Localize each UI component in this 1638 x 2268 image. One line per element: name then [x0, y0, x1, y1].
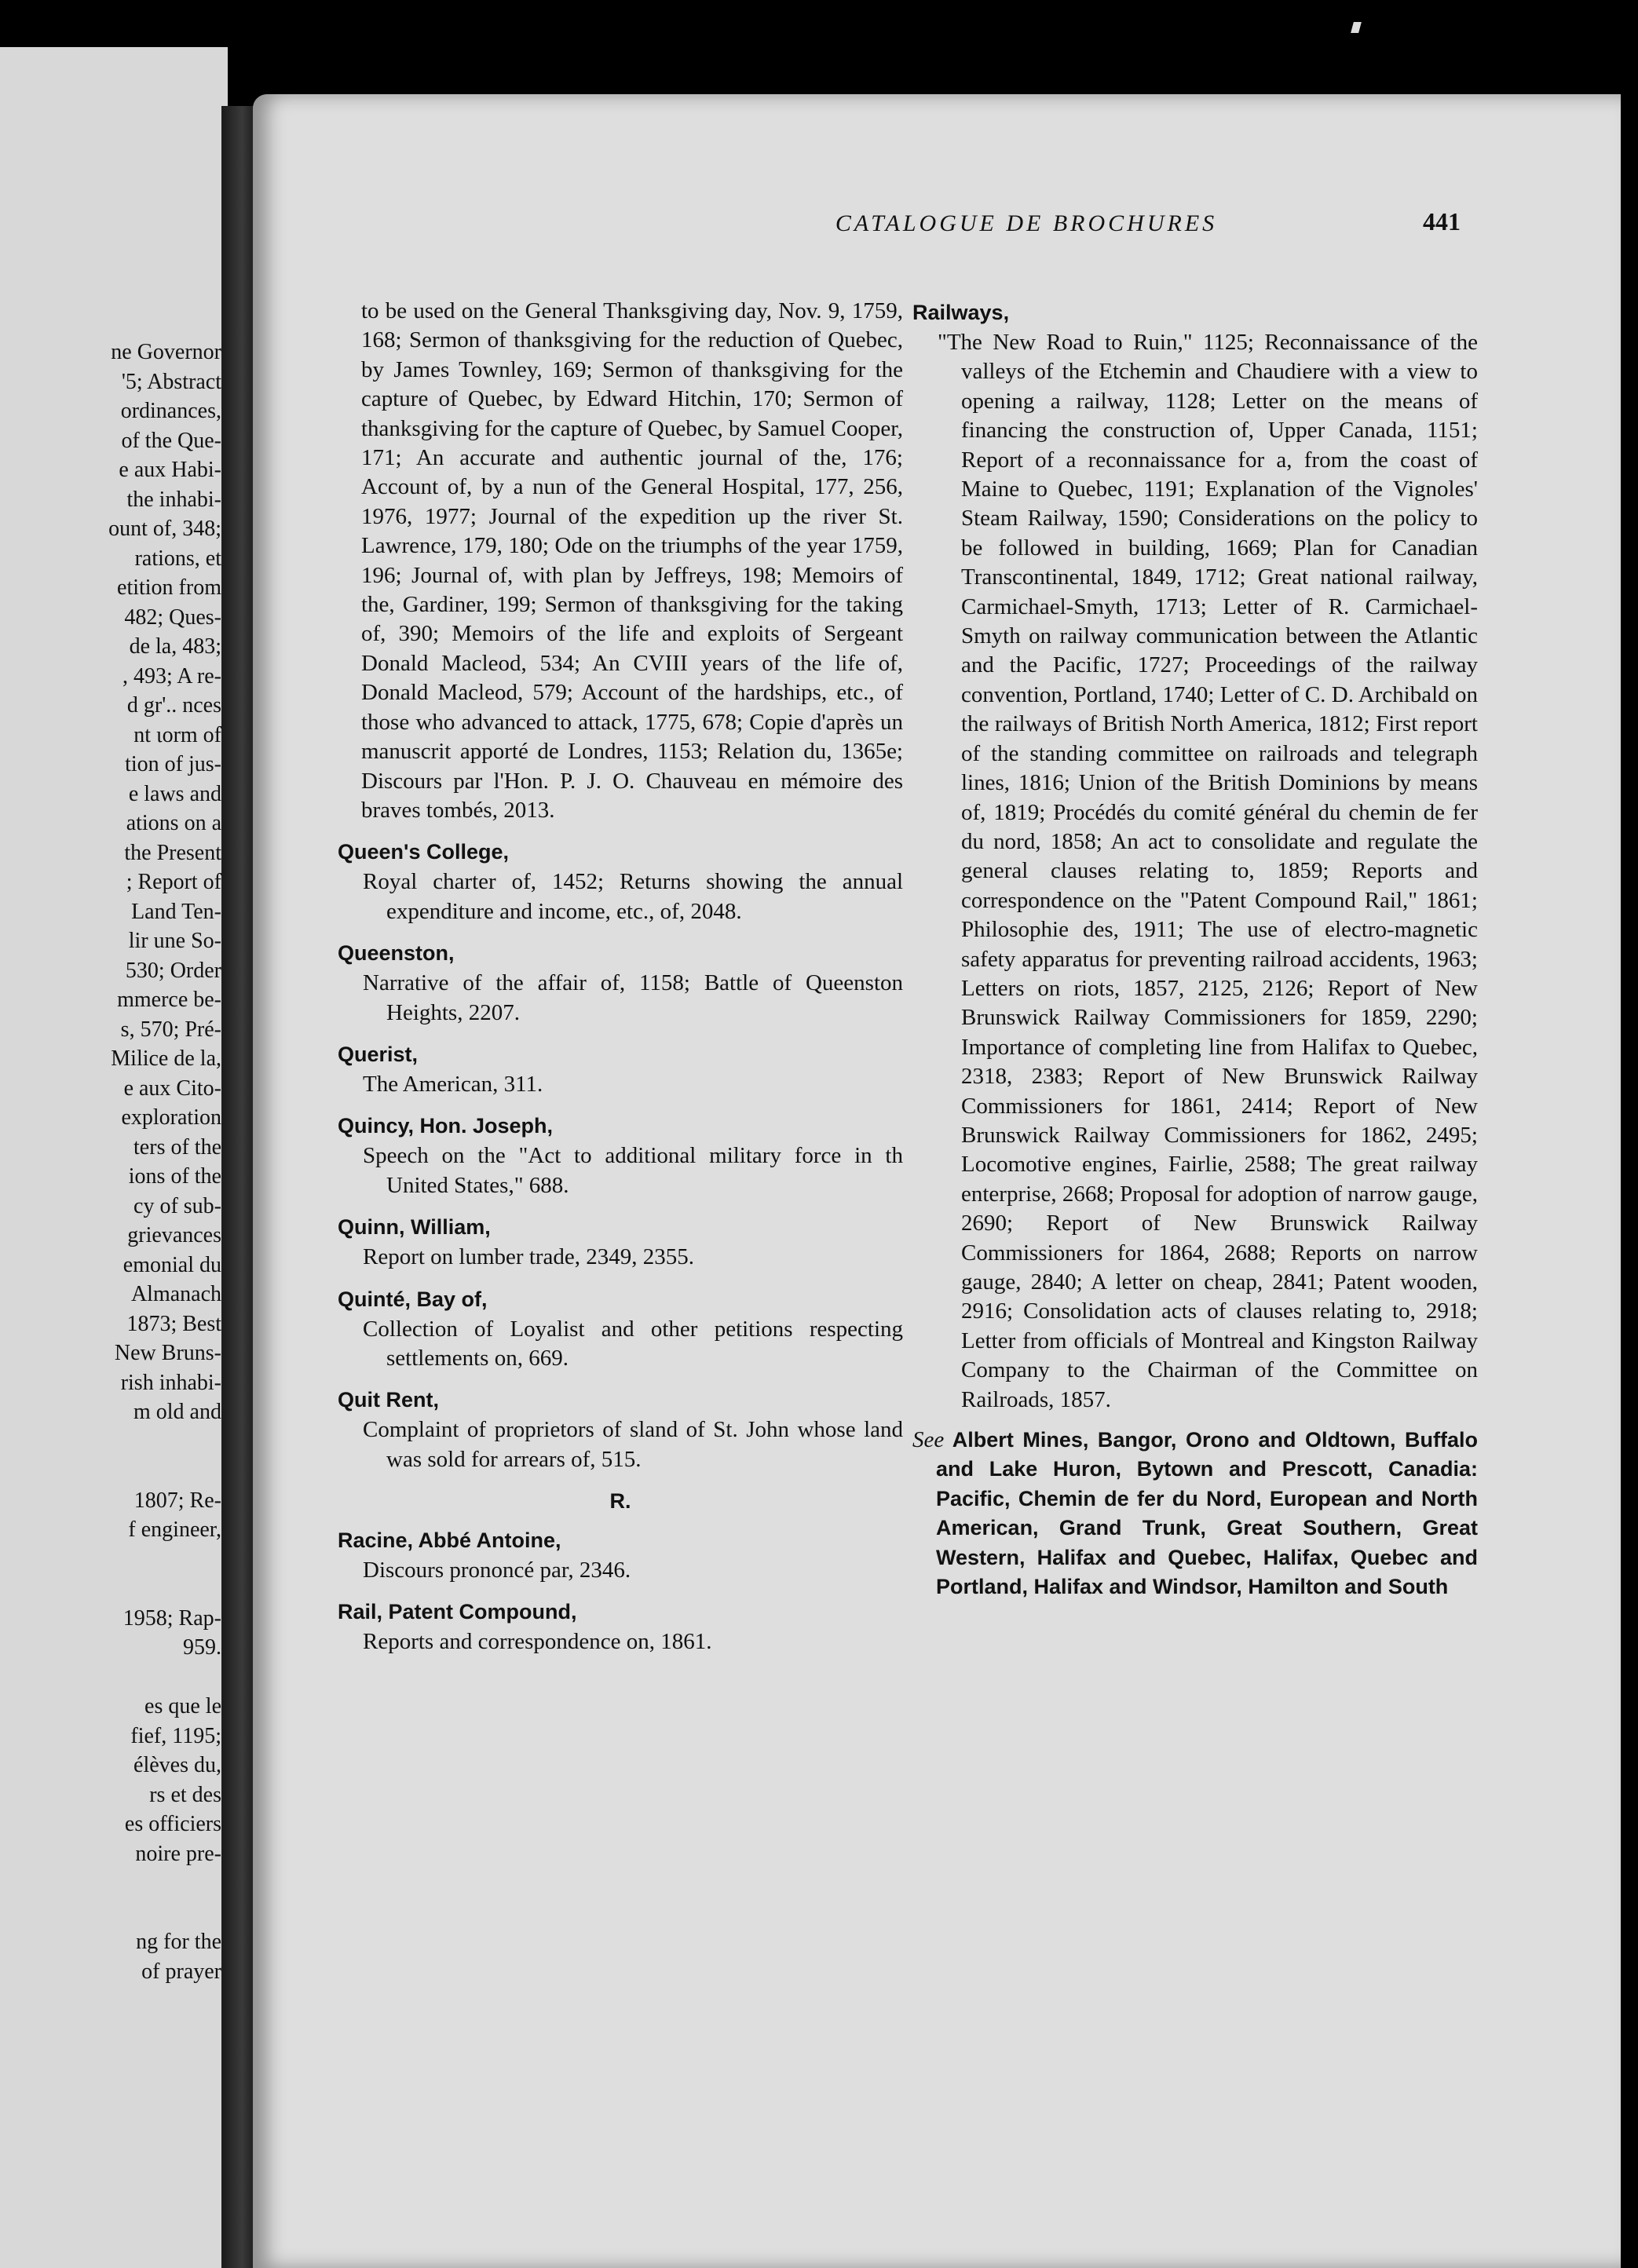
entry-heading: Rail, Patent Compound,: [338, 1600, 577, 1623]
entry-heading: Querist,: [338, 1042, 419, 1066]
previous-page-line: ne Governor: [111, 340, 221, 364]
entry-heading: Quinté, Bay of,: [338, 1287, 488, 1311]
previous-page-line: [0, 1545, 221, 1575]
index-entry: [338, 1039, 903, 1099]
previous-page-line: '5; Abstract: [121, 369, 221, 394]
index-entry: [338, 937, 903, 1028]
entry-text: Complaint of proprietors of sland of St. John whose land was sold for arrears of, 515.: [363, 1417, 903, 1472]
see-label: See: [912, 1427, 945, 1453]
page: [253, 94, 1621, 2268]
previous-page-line: [0, 1427, 221, 1457]
previous-page-line: ordinances,: [120, 399, 221, 423]
previous-page-line: élèves du,: [133, 1753, 221, 1777]
railways-entry-text: "The New Road to Ruin," 1125; Reconnaissance of the valleys of the Etchemin and Chaudiere with a view to opening a railway, 1128; Letter on the means of financing the construction of, Upper Canada, 1151; Report of a reconnaissance for a, from the coast of Maine to Quebec, 1191; Explanation of the Vignoles' Steam Railway, 1590; Considerations on the policy to be followed in building, 1669; Plan for Canadian Transcontinental, 1849, 1712; Great national railway, Carmichael-Smyth, 1713; Letter of R. Carmichael-Smyth on railway communication between the Atlantic and the Pacific, 1727; Proceedings of the railway convention, Portland, 1740; Letter of C. D. Archibald on the railways of British North America, 1812; First report of the standing committee on railroads and telegraph lines, 1816; Union of the British Dominions by means of, 1819; Procédés du comité général du chemin de fer du nord, 1858; An act to consolidate and regulate the general clauses relating to, 1859; Reports and correspondence on the "Patent Compound Rail," 1861; Philosophie des, 1911; The use of electro-magnetic safety apparatus for preventing railroad accidents, 1963; Letters on riots, 1857, 2125, 2126; Report of New Brunswick Railway Commissioners for 1859, 2290; Importance of completing line from Halifax to Quebec, 2318, 2383; Report of New Brunswick Railway Commissioners for 1861, 2414; Report of New Brunswick Railway Commissioners for 1862, 2495; Locomotive engines, Fairlie, 2588; The great railway enterprise, 2668; Proposal for adoption of narrow gauge, 2690; Report of New Brunswick Railway Commissioners for 1864, 2688; Reports on narrow gauge, 2840; A letter on cheap, 2841; Patent wooden, 2916; Consolidation acts of clauses relating to, 2918; Letter from officials of Montreal and Kingston Railway Company to the Chairman of the Committee on Railroads, 1857.: [938, 330, 1478, 1412]
previous-page-line: es officiers: [124, 1812, 221, 1836]
entry-text: Collection of Loyalist and other petitions respecting settlements on, 669.: [363, 1316, 903, 1371]
previous-page-line: e aux Habi-: [119, 458, 221, 482]
previous-page-line: ount of, 348;: [108, 517, 221, 541]
previous-page-line: 1873; Best: [126, 1311, 221, 1336]
see-also: [912, 1426, 1478, 1601]
entry-text: Reports and correspondence on, 1861.: [363, 1629, 712, 1654]
entry-heading: Racine, Abbé Antoine,: [338, 1528, 561, 1552]
previous-page-line: [0, 1898, 221, 1928]
previous-page-line: tion of jus-: [125, 752, 221, 776]
entry-text: Discours prononcé par, 2346.: [363, 1557, 631, 1583]
previous-page-line: d gr'.. nces: [126, 693, 221, 718]
entry-text: Royal charter of, 1452; Returns showing the annual expenditure and income, etc., of, 2048.: [363, 869, 903, 924]
previous-page-line: 959.: [183, 1635, 221, 1660]
previous-page-line: New Bruns-: [114, 1341, 221, 1365]
running-head: CATALOGUE DE BROCHURES: [835, 210, 1218, 236]
quebec-entry-continuation: to be used on the General Thanksgiving day, Nov. 9, 1759, 168; Sermon of thanksgiving for the reduction of Quebec, by James Townley, 169; Sermon of thanksgiving for the capture of Quebec, by Edward Hitchin, 170; Sermon of thanksgiving for the capture of Quebec, by Samuel Cooper, 171; An accurate and authentic journal of the, 176; Account of, by a nun of the General Hospital, 177, 256, 1976, 1977; Journal of the expedition up the river St. Lawrence, 179, 180; Ode on the triumphs of the year 1759, 196; Journal of, with plan by Jeffreys, 198; Memoirs of the, Gardiner, 199; Sermon of thanksgiving for the taking of, 390; Memoirs of the life and exploits of Sergeant Donald Macleod, 534; An CVIII years of the life of, Donald Macleod, 579; Account of the hardships, etc., of those who advanced to attack, 1775, 678; Copie d'après un manuscrit apporté de Londres, 1153; Relation du, 1365e; Discours par l'Hon. P. J. O. Chauveau en mémoire des braves tombés, 2013.: [361, 298, 903, 823]
index-entry: [338, 1110, 903, 1200]
entry-text: Report on lumber trade, 2349, 2355.: [363, 1244, 695, 1270]
previous-page-line: lir une So-: [128, 929, 221, 953]
index-entry: [338, 1211, 903, 1272]
right-column: [912, 297, 1478, 1601]
entry-heading: Quit Rent,: [338, 1388, 439, 1412]
previous-page-line: ; Report of: [126, 870, 221, 894]
page-number: 441: [1423, 207, 1461, 236]
entry-heading: Quincy, Hon. Joseph,: [338, 1114, 554, 1138]
previous-page-line: ations on a: [126, 811, 221, 835]
previous-page-line: grievances: [127, 1223, 221, 1247]
r-entries: [338, 1525, 903, 1657]
previous-page-line: fief, 1195;: [130, 1723, 221, 1748]
previous-page-line: the inhabi-: [126, 487, 221, 512]
previous-page-line: ng for the: [136, 1930, 221, 1954]
previous-page-line: rish inhabi-: [120, 1370, 221, 1395]
previous-page-line: , 493; A re-: [122, 663, 221, 688]
previous-page-line: of the Que-: [121, 428, 221, 453]
entry-text: Speech on the "Act to additional military force in th United States," 688.: [363, 1143, 903, 1198]
previous-page-line: noire pre-: [135, 1841, 221, 1866]
previous-page-strip: [0, 47, 228, 2268]
index-entry: [338, 1525, 903, 1585]
previous-page-line: [0, 1574, 221, 1604]
entry-heading: Queen's College,: [338, 840, 509, 864]
previous-page-line: [0, 1456, 221, 1486]
index-entry: [338, 1284, 903, 1374]
corner-mark: [1351, 22, 1362, 33]
previous-page-line: f engineer,: [128, 1517, 221, 1542]
previous-page-line: Almanach: [130, 1282, 221, 1306]
previous-page-line: mmerce be-: [117, 988, 221, 1012]
previous-page-line: m old and: [133, 1400, 221, 1424]
previous-page-line: 482; Ques-: [124, 604, 221, 630]
previous-page-line: exploration: [121, 1105, 221, 1130]
previous-page-line: es que le: [144, 1694, 221, 1718]
index-entry: [338, 1596, 903, 1656]
see-also-text: Albert Mines, Bangor, Orono and Oldtown, Buffalo and Lake Huron, Bytown and Prescott, Canadia: Pacific, Chemin de fer du Nord, European and North American, Grand Trunk, Great Southern, Great Western, Halifax and Quebec, Halifax, Quebec and Portland, Halifax and Windsor, Hamilton and South: [936, 1428, 1479, 1599]
previous-page-line: Milice de la,: [111, 1046, 221, 1071]
previous-page-line: ters of the: [133, 1134, 221, 1160]
previous-page-line: etition from: [117, 575, 221, 600]
q-entries: [338, 836, 903, 1474]
previous-page-line: [0, 1868, 221, 1898]
previous-page-line: Land Ten-: [131, 899, 221, 924]
index-entry: [338, 1384, 903, 1474]
previous-page-line: the Present: [124, 840, 221, 865]
previous-page-line: rs et des: [149, 1782, 221, 1807]
entry-heading: Railways,: [912, 301, 1010, 324]
previous-page-line: 1807; Re-: [133, 1488, 221, 1513]
previous-page-line: [0, 1663, 221, 1693]
left-column: [338, 297, 903, 1667]
entry-text: The American, 311.: [363, 1071, 543, 1097]
entry-heading: Quinn, William,: [338, 1215, 491, 1240]
previous-page-line: rations, et: [134, 546, 221, 571]
entry-heading: Queenston,: [338, 941, 455, 966]
previous-page-line: nt ιorm of: [133, 722, 221, 747]
entry-text: Narrative of the affair of, 1158; Battle of Queenston Heights, 2207.: [363, 970, 903, 1025]
previous-page-line: de la, 483;: [129, 634, 221, 659]
previous-page-line: e aux Cito-: [123, 1076, 221, 1101]
previous-page-text: [0, 338, 221, 1986]
section-letter: R.: [609, 1489, 631, 1514]
previous-page-line: 530; Order: [125, 958, 221, 983]
previous-page-line: of prayer: [141, 1959, 221, 1984]
previous-page-line: e laws and: [128, 781, 221, 806]
previous-page-line: s, 570; Pré-: [120, 1017, 221, 1042]
previous-page-line: ions of the: [128, 1164, 221, 1189]
previous-page-line: cy of sub-: [133, 1193, 221, 1218]
previous-page-line: emonial du: [122, 1252, 221, 1277]
previous-page-line: 1958; Rap-: [122, 1605, 221, 1631]
index-entry: [338, 836, 903, 926]
